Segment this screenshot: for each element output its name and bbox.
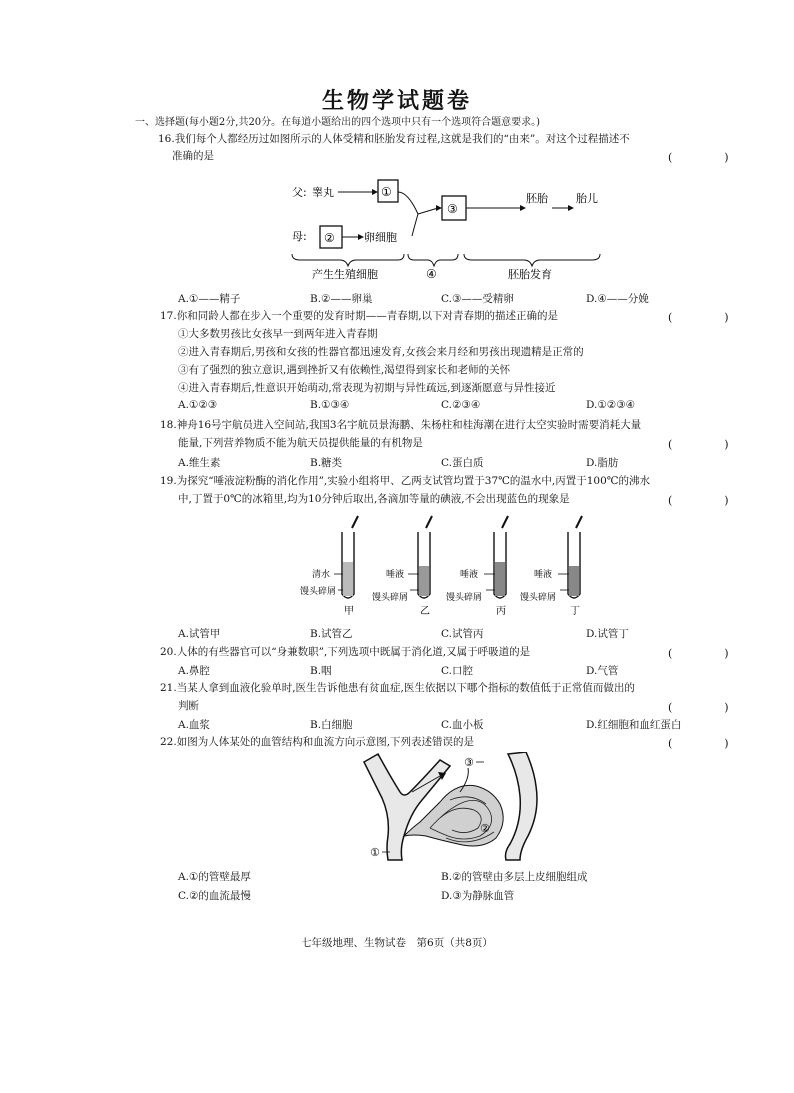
q22-option-a[interactable]: A.①的管壁最厚: [178, 871, 251, 883]
q17-option-c[interactable]: C.②③④: [441, 399, 481, 411]
q20-option-a[interactable]: A.鼻腔: [178, 665, 210, 677]
q17-option-b[interactable]: B.①③④: [310, 399, 350, 411]
q21-option-b[interactable]: B.白细胞: [310, 719, 353, 731]
q21-option-c[interactable]: C.血小板: [441, 719, 484, 731]
q22-blood-vessel-diagram: [360, 752, 550, 862]
dropper-icon: [502, 516, 508, 528]
tube-ding-solid: 馒头碎屑: [520, 593, 557, 603]
q17-stem: 17.你和同龄人都在步入一个重要的发育时期——青春期,以下对青春期的描述正确的是: [160, 310, 559, 322]
q19-option-c[interactable]: C.试管丙: [441, 628, 484, 640]
tube-yi: [372, 516, 432, 617]
q16-brace-mid: [408, 254, 458, 266]
tube-jia-liquid: 清水: [312, 570, 331, 580]
q16-fertilization-diagram: [280, 170, 610, 282]
q17-option-a[interactable]: A.①②③: [178, 399, 218, 411]
q16-egg-label: 卵细胞: [364, 231, 397, 244]
tube-bing-liquid: 唾液: [460, 570, 479, 580]
q19-option-d[interactable]: D.试管丁: [586, 628, 629, 640]
q19-answer-paren: ( ): [668, 494, 739, 507]
page-footer: 七年级地理、生物试卷 第6页（共8页）: [301, 937, 493, 949]
q20-option-c[interactable]: C.口腔: [441, 665, 473, 677]
q16-arrowhead-embryo: [520, 205, 526, 211]
page-title: 生物学试题卷: [321, 89, 472, 114]
dropper-icon: [426, 516, 432, 528]
q20-stem: 20.人体的有些器官可以“身兼数职”,下列选项中既属于消化道,又属于呼吸道的是: [160, 646, 531, 658]
q16-stem-line1: 16.我们每个人都经历过如图所示的人体受精和胚胎发育过程,这就是我们的“由来”。对这个过程描述不: [158, 133, 630, 145]
q16-arrowhead-testis: [372, 189, 378, 195]
q17-option-d[interactable]: D.①②③④: [586, 399, 636, 411]
q16-stage-left: 产生生殖细胞: [312, 268, 378, 281]
tube-contents: [569, 566, 579, 596]
tube-bing-solid: 馒头碎屑: [446, 593, 483, 603]
q16-embryo-label: 胚胎: [526, 192, 548, 205]
q21-stem-line1: 21.当某人拿到血液化验单时,医生告诉他患有贫血症,医生依据以下哪个指标的数值低于正常值而做出的: [160, 682, 635, 694]
q17-statement-3: ③有了强烈的独立意识,遇到挫折又有依赖性,渴望得到家长和老师的关怀: [178, 364, 511, 376]
q16-box2-label: ②: [324, 231, 335, 245]
tube-bing: [446, 516, 508, 617]
tube-yi-liquid: 唾液: [386, 570, 405, 580]
q17-statement-1: ①大多数男孩比女孩早一到两年进入青春期: [178, 328, 378, 340]
q16-arrowhead-fetus: [568, 205, 574, 211]
q16-merge-line-bottom: [412, 214, 418, 236]
q16-arrow-merge: [418, 208, 438, 214]
q16-option-a[interactable]: A.①——精子: [178, 293, 241, 305]
tube-jia: [300, 516, 358, 617]
q16-answer-paren: ( ): [668, 151, 739, 164]
q16-merge-line-top: [398, 192, 418, 214]
q16-option-d[interactable]: D.④——分娩: [586, 293, 649, 305]
q16-mother-label: 母:: [292, 230, 307, 243]
q19-stem-line2: 中,丁置于0℃的冰箱里,均为10分钟后取出,各滴加等量的碘液,不会出现蓝色的现象是: [178, 493, 570, 505]
q18-option-d[interactable]: D.脂肪: [586, 457, 619, 469]
q20-answer-paren: ( ): [668, 647, 739, 660]
q16-testis-label: 睾丸: [312, 186, 334, 199]
venule-branch: [506, 752, 538, 860]
q16-fetus-label: 胎儿: [576, 192, 598, 205]
q18-answer-paren: ( ): [668, 438, 739, 451]
q21-answer-paren: ( ): [668, 701, 739, 714]
q16-stem-line2: 准确的是: [172, 150, 214, 162]
section-header: 一、选择题(每小题2分,共20分。在每道小题给出的四个选项中只有一个选项符合题意要求。): [135, 117, 541, 128]
q20-option-b[interactable]: B.咽: [310, 665, 332, 677]
tube-jia-solid: 馒头碎屑: [300, 587, 337, 597]
q18-stem-line1: 18.神舟16号宇航员进入空间站,我国3名宇航员景海鹏、朱杨柱和桂海潮在进行太空实验时需要消耗大量: [160, 419, 642, 431]
q16-brace-right: [464, 254, 600, 266]
q22-option-b[interactable]: B.②的管壁由多层上皮细胞组成: [441, 871, 588, 883]
dropper-icon: [576, 516, 582, 528]
q19-test-tubes-diagram: [300, 508, 600, 620]
q20-option-d[interactable]: D.气管: [586, 665, 619, 677]
q17-statement-4: ④进入青春期后,性意识开始萌动,常表现为初期与异性疏远,到逐渐愿意与异性接近: [178, 382, 556, 394]
q18-option-c[interactable]: C.蛋白质: [441, 457, 484, 469]
q22-option-c[interactable]: C.②的血流最慢: [178, 890, 251, 902]
q16-box3-label: ③: [447, 202, 458, 216]
tube-contents: [419, 566, 429, 596]
q22-label-2: ②: [480, 822, 490, 835]
q19-option-a[interactable]: A.试管甲: [178, 628, 221, 640]
q18-stem-line2: 能量,下列营养物质不能为航天员提供能量的有机物是: [178, 437, 423, 449]
q16-father-label: 父:: [292, 186, 307, 199]
q17-answer-paren: ( ): [668, 311, 739, 324]
q16-stage-right: 胚胎发育: [508, 268, 552, 281]
tube-ding: [520, 516, 582, 617]
q22-stem: 22.如图为人体某处的血管结构和血流方向示意图,下列表述错误的是: [160, 736, 475, 748]
tube-yi-solid: 馒头碎屑: [372, 593, 409, 603]
q17-statement-2: ②进入青春期后,男孩和女孩的性器官都迅速发育,女孩会来月经和男孩出现遗精是正常的: [178, 346, 584, 358]
q19-option-b[interactable]: B.试管乙: [310, 628, 353, 640]
q16-option-b[interactable]: B.②——卵巢: [310, 293, 373, 305]
q19-stem-line1: 19.为探究“唾液淀粉酶的消化作用”,实验小组将甲、乙两支试管均置于37℃的温水中,丙置于100℃的沸水: [160, 475, 651, 487]
q18-option-b[interactable]: B.糖类: [310, 457, 343, 469]
q21-option-a[interactable]: A.血浆: [178, 719, 210, 731]
tube-bing-name: 丙: [496, 606, 506, 617]
tube-contents: [343, 562, 353, 596]
q22-answer-paren: ( ): [668, 737, 739, 750]
dropper-icon: [352, 516, 358, 528]
q22-label-3: ③: [464, 756, 474, 769]
tube-ding-name: 丁: [570, 606, 580, 617]
q22-option-d[interactable]: D.③为静脉血管: [441, 890, 515, 902]
q21-stem-line2: 判断: [178, 700, 199, 712]
q16-brace-left: [292, 254, 404, 266]
q16-arrowhead-merge: [436, 205, 442, 211]
tube-yi-name: 乙: [420, 606, 430, 617]
tube-contents: [495, 562, 505, 596]
q18-option-a[interactable]: A.维生素: [178, 457, 221, 469]
q16-box1-label: ①: [381, 185, 392, 199]
q16-stage-mid: ④: [426, 267, 437, 281]
tube-ding-liquid: 唾液: [534, 570, 553, 580]
q22-label-1: ①: [370, 846, 380, 859]
q16-option-c[interactable]: C.③——受精卵: [441, 293, 514, 305]
q21-option-d[interactable]: D.红细胞和血红蛋白: [586, 719, 682, 731]
tube-jia-name: 甲: [344, 606, 354, 617]
